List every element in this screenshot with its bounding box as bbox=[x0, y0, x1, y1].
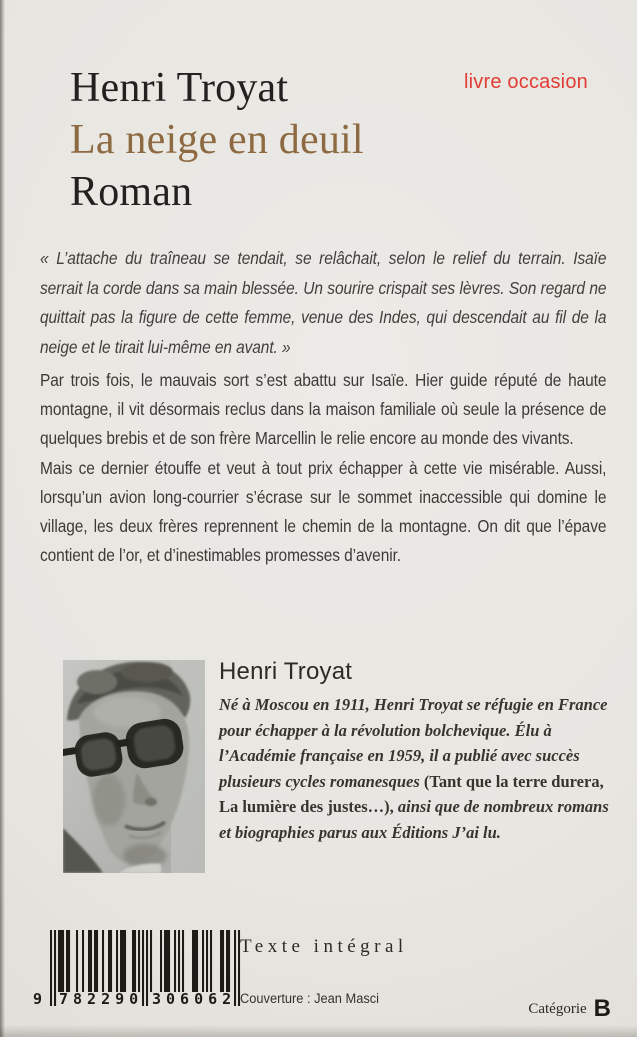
barcode-digits-group-1: 782290 bbox=[59, 990, 144, 1008]
page-edge-shadow-left bbox=[0, 0, 5, 1037]
author-name: Henri Troyat bbox=[70, 65, 289, 111]
book-title: La neige en deuil bbox=[70, 117, 364, 163]
price-category bbox=[528, 997, 611, 1021]
seller-sticker-label: livre occasion bbox=[464, 71, 588, 93]
author-portrait-illustration bbox=[63, 660, 205, 873]
bio-segment-italic-1: Né à Moscou en 1911, Henri Troyat se réfugie en France pour échapper à la révolution bolchevique. Élu à l’Académie française en 1959, il a publié avec succès plusieurs cycles romanesques bbox=[219, 695, 608, 791]
author-bio-text bbox=[219, 692, 611, 845]
bio-segment-italic-2: ainsi que de nombreux romans et biographies parus aux Éditions J’ai lu. bbox=[219, 797, 609, 842]
author-bio-section bbox=[63, 660, 611, 873]
price-category-label: Catégorie bbox=[528, 1000, 587, 1017]
synopsis bbox=[40, 366, 606, 570]
cover-artist-credit: Couverture : Jean Masci bbox=[240, 991, 379, 1006]
barcode bbox=[33, 930, 242, 1010]
excerpt-quote: « L’attache du traîneau se tendait, se relâchait, selon le relief du terrain. Isaïe serrait la corde dans sa main blessée. Un sourire crispait ses lèvres. Son regard ne quittait pas la figure de cette femme, venue des Indes, qui descendait au fil de la neige et le tirait lui-même en avant. » bbox=[40, 248, 607, 357]
excerpt-quote-block bbox=[40, 244, 606, 362]
synopsis-paragraph-1: Par trois fois, le mauvais sort s’est abattu sur Isaïe. Hier guide réputé de haute montagne, il vit désormais reclus dans la maison familiale où seule la présence de quelques brebis et de son frère Marcellin le relie encore au monde des vivants. bbox=[40, 370, 607, 449]
page-edge-shadow-bottom bbox=[0, 1025, 637, 1037]
author-bio-name: Henri Troyat bbox=[219, 658, 353, 685]
texte-integral-label: Texte intégral bbox=[240, 936, 408, 957]
header bbox=[70, 62, 364, 218]
barcode-digits bbox=[33, 990, 242, 1008]
price-category-value: B bbox=[593, 995, 611, 1022]
author-bio-text-block bbox=[219, 660, 611, 873]
barcode-digits-group-2: 306062 bbox=[152, 990, 237, 1008]
bio-segment-book-titles: (Tant que la terre durera, La lumière des justes…), bbox=[219, 771, 604, 816]
barcode-digit-prefix: 9 bbox=[33, 990, 48, 1008]
author-photo bbox=[63, 660, 205, 873]
synopsis-paragraph-2: Mais ce dernier étouffe et veut à tout prix échapper à cette vie misérable. Aussi, lorsqu’un avion long-courrier s’écrase sur le sommet inaccessible qui domine le village, les deux frères reprennent le chemin de la montagne. On dit que l’épave contient de l’or, et d’inestimables promesses d’avenir. bbox=[40, 457, 607, 566]
genre-label: Roman bbox=[70, 169, 193, 215]
